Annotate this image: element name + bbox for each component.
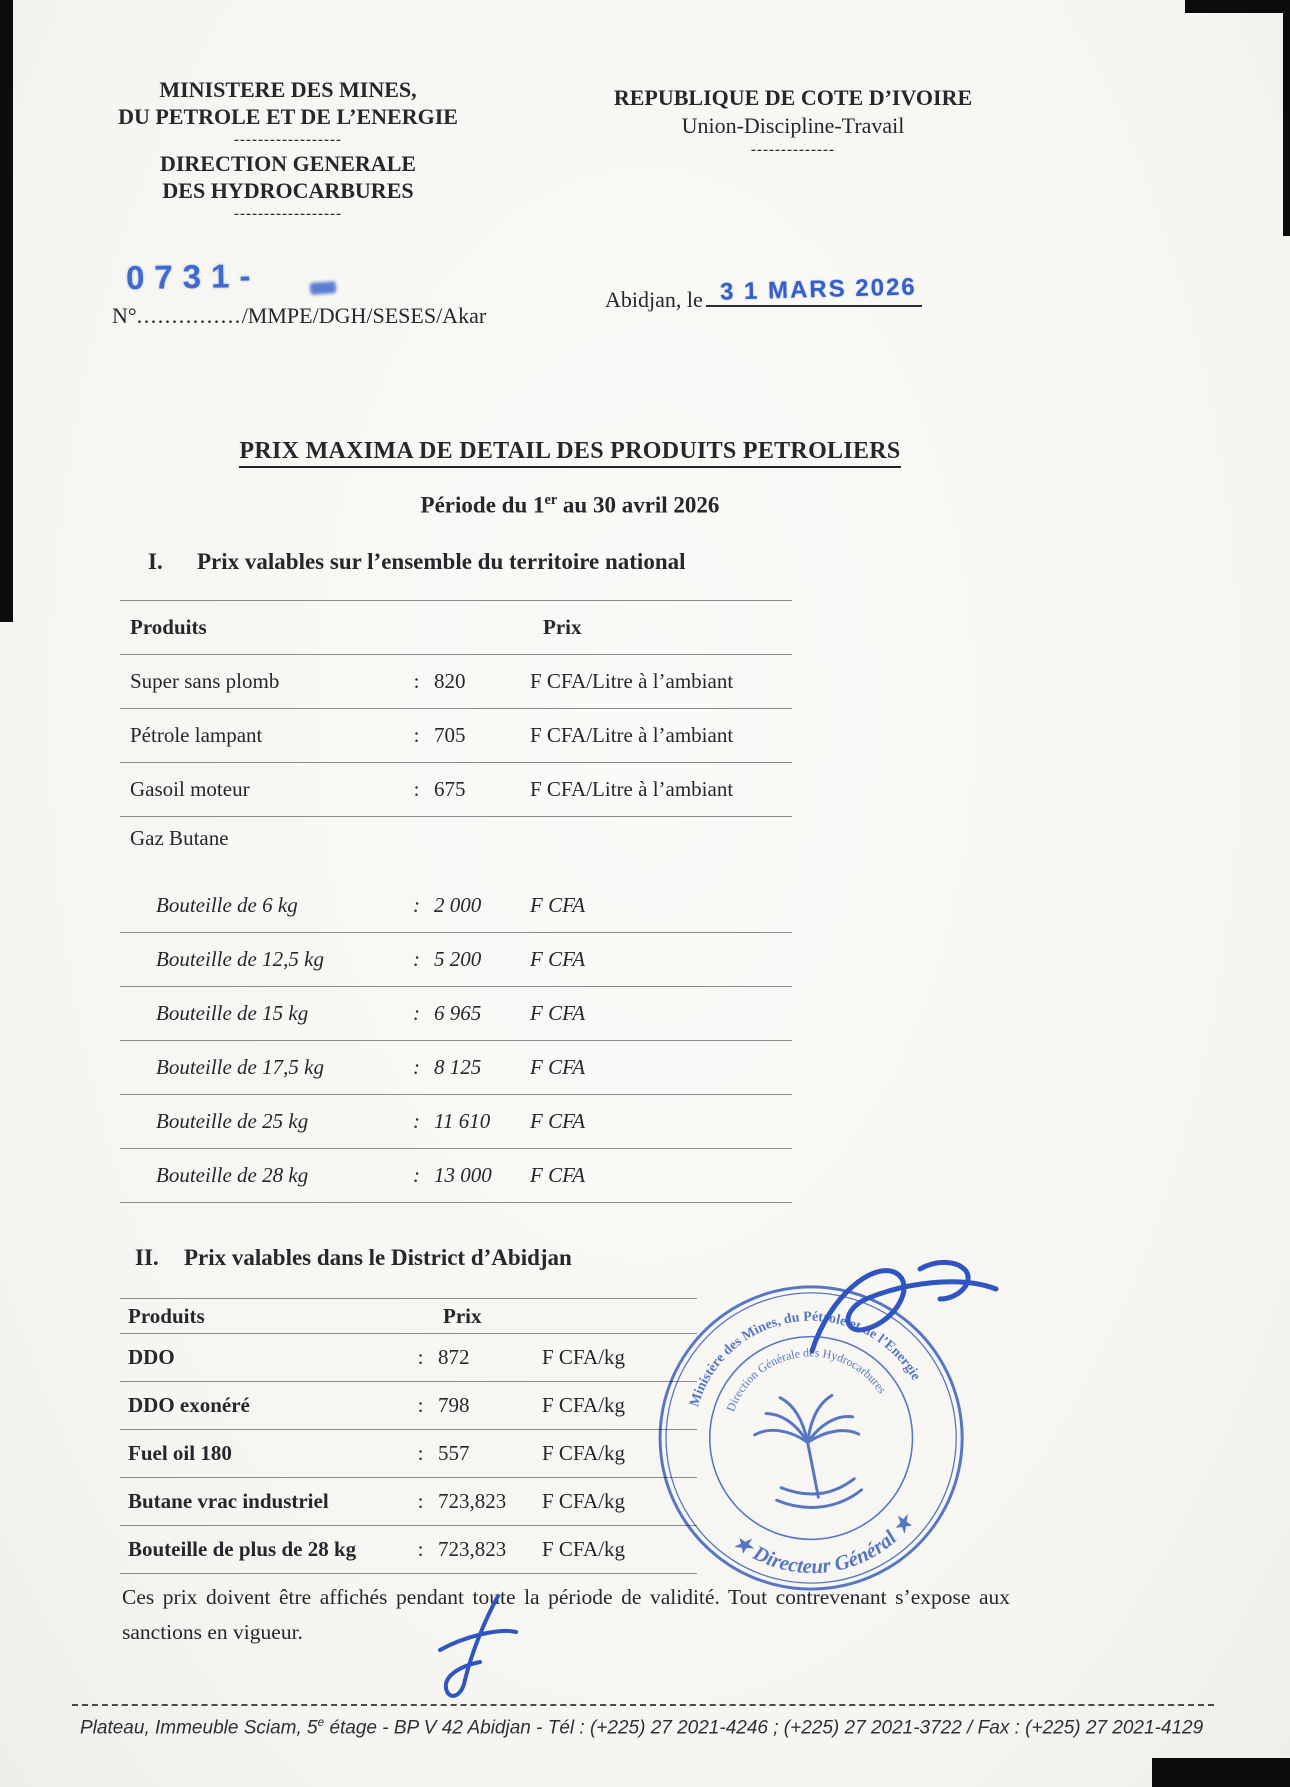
date-blank-underline [706,273,922,307]
colon-separator: : [413,1163,420,1187]
product-name: Gaz Butane [130,826,229,850]
table-row [120,709,792,763]
scan-artifact-right-edge [1283,0,1290,236]
section-national-heading [148,549,686,575]
product-name: Fuel oil 180 [128,1441,232,1465]
product-name: Bouteille de 12,5 kg [156,947,324,971]
table-header-row [120,1299,697,1334]
national-motto: Union-Discipline-Travail [681,113,905,138]
scan-artifact-bottom-right [1152,1758,1290,1787]
footer-address-line: Plateau, Immeuble Sciam, 5e étage - BP V 42 Abidjan - Tél : (+225) 27 2021-4246 ; (+225) 27 2021-3722 / Fax : (+225) 27 2021-4129 [80,1716,1204,1739]
colon-separator: : [413,1055,420,1079]
price-value: 705 [434,723,466,747]
colon-separator: : [417,1537,424,1561]
table-row [120,1149,792,1203]
price-value: 2 000 [434,893,482,917]
separator-dashes: ------------------ [234,132,342,148]
direction-name-line1: DIRECTION GENERALE [159,151,417,176]
table-row [120,1382,697,1430]
table-row [120,763,792,817]
table-row [120,987,792,1041]
price-unit: F CFA [530,1109,586,1133]
footer-dashed-rule [72,1704,1214,1706]
product-name: Bouteille de plus de 28 kg [128,1537,357,1561]
colon-separator: : [417,1393,424,1417]
price-value: 872 [438,1345,470,1369]
price-unit: F CFA [530,893,586,917]
colon-separator: : [413,669,420,693]
price-unit: F CFA [530,1055,586,1079]
section-abidjan-heading [135,1245,572,1271]
colon-separator: : [413,723,420,747]
price-unit: F CFA/kg [542,1393,626,1417]
price-value: 723,823 [438,1489,507,1513]
product-name: Super sans plomb [130,669,280,693]
place-date-line [605,273,922,313]
table-row [120,1430,697,1478]
scan-artifact-left-edge [0,0,13,622]
ministry-name-line1: MINISTERE DES MINES, [159,77,417,102]
table-row [120,1478,697,1526]
scan-artifact-top-right [1185,0,1290,13]
product-name: Bouteille de 6 kg [156,893,298,917]
stamped-reference-number: 0731- [125,256,261,297]
product-name: Pétrole lampant [130,723,263,747]
price-value: 820 [434,669,466,693]
table-header-row [120,601,792,655]
product-name: Bouteille de 25 kg [156,1109,309,1133]
director-signature-flourish [800,1255,1010,1385]
table-row [120,1041,792,1095]
letterhead-ministry [108,76,468,224]
price-unit: F CFA/Litre à l’ambiant [530,669,734,693]
product-name: DDO [128,1345,175,1369]
table-row [120,1334,697,1382]
validity-notice: Ces prix doivent être affichés pendant toute la période de validité. Tout contrevenant s’expose aux sanctions en vigueur. [122,1585,1010,1644]
price-value: 798 [438,1393,470,1417]
stamped-date: 3 1 MARS 2026 [719,273,917,306]
republic-name: REPUBLIQUE DE COTE D’IVOIRE [613,85,973,110]
table-row [120,879,792,933]
table-row [120,1095,792,1149]
reference-prefix: N° [112,303,137,328]
price-unit: F CFA [530,947,586,971]
colon-separator: : [413,1109,420,1133]
national-prices-table [120,600,792,1203]
colon-separator: : [413,1001,420,1025]
product-name: Butane vrac industriel [128,1489,329,1513]
letterhead-republic [598,84,988,160]
price-unit: F CFA/kg [542,1537,626,1561]
table-row [120,933,792,987]
price-value: 723,823 [438,1537,507,1561]
table-row [120,655,792,709]
column-header-products: Produits [128,1303,205,1328]
price-unit: F CFA/kg [542,1441,626,1465]
place-date-label: Abidjan, le [605,287,703,312]
ministry-name-line2: DU PETROLE ET DE L’ENERGIE [118,104,458,129]
colon-separator: : [413,893,420,917]
superscript-er: er [544,492,558,508]
reference-suffix: /MMPE/DGH/SESES/Akar [241,303,487,328]
section-heading-text: Prix valables dans le District d’Abidjan [184,1245,572,1270]
price-value: 675 [434,777,466,801]
price-unit: F CFA [530,1163,586,1187]
reference-dotted-blank: ............... [136,303,242,328]
document-title: PRIX MAXIMA DE DETAIL DES PRODUITS PETROLIERS [0,438,1140,465]
document-period-subtitle: Période du 1er au 30 avril 2026 [420,492,720,518]
stamp-bottom-ring-text: ★ Directeur Général ★ [728,1509,918,1579]
product-name: Bouteille de 28 kg [156,1163,309,1187]
price-value: 6 965 [434,1001,482,1025]
colon-separator: : [417,1441,424,1465]
table-row [120,1526,697,1574]
colon-separator: : [417,1345,424,1369]
direction-name-line2: DES HYDROCARBURES [162,178,414,203]
superscript-e: e [317,1716,325,1729]
section-numeral: I. [148,549,163,574]
section-numeral: II. [135,1245,159,1270]
reference-line [112,303,486,329]
svg-text:★ Directeur Général ★ [726,1505,925,1589]
price-unit: F CFA/Litre à l’ambiant [530,777,734,801]
table-row [120,817,792,879]
stamp-ink-smudge [310,281,337,295]
price-value: 557 [438,1441,470,1465]
price-value: 8 125 [434,1055,482,1079]
price-unit: F CFA/kg [542,1345,626,1369]
price-value: 5 200 [434,947,482,971]
colon-separator: : [413,947,420,971]
stamp-palm-emblem [751,1389,867,1514]
price-unit: F CFA [530,1001,586,1025]
section-heading-text: Prix valables sur l’ensemble du territoire national [197,549,686,574]
separator-dashes: -------------- [751,142,835,158]
price-unit: F CFA/kg [542,1489,626,1513]
price-unit: F CFA/Litre à l’ambiant [530,723,734,747]
product-name: Bouteille de 15 kg [156,1001,309,1025]
price-value: 13 000 [434,1163,492,1187]
separator-dashes: ------------------ [234,206,342,222]
product-name: Gasoil moteur [130,777,250,801]
column-header-price: Prix [443,1303,482,1328]
price-value: 11 610 [434,1109,491,1133]
stamp-outer-ring-text: Ministère des Mines, du Pétrole et de l’Energie [687,1309,924,1409]
product-name: DDO exonéré [128,1393,250,1417]
stamp-inner-ring-text: Direction Générale des Hydrocarbures [723,1345,890,1414]
column-header-price: Prix [543,615,582,639]
colon-separator: : [417,1489,424,1513]
colon-separator: : [413,777,420,801]
column-header-products: Produits [130,615,207,639]
pen-signature-mark [420,1588,550,1708]
abidjan-prices-table [120,1298,697,1574]
product-name: Bouteille de 17,5 kg [156,1055,324,1079]
